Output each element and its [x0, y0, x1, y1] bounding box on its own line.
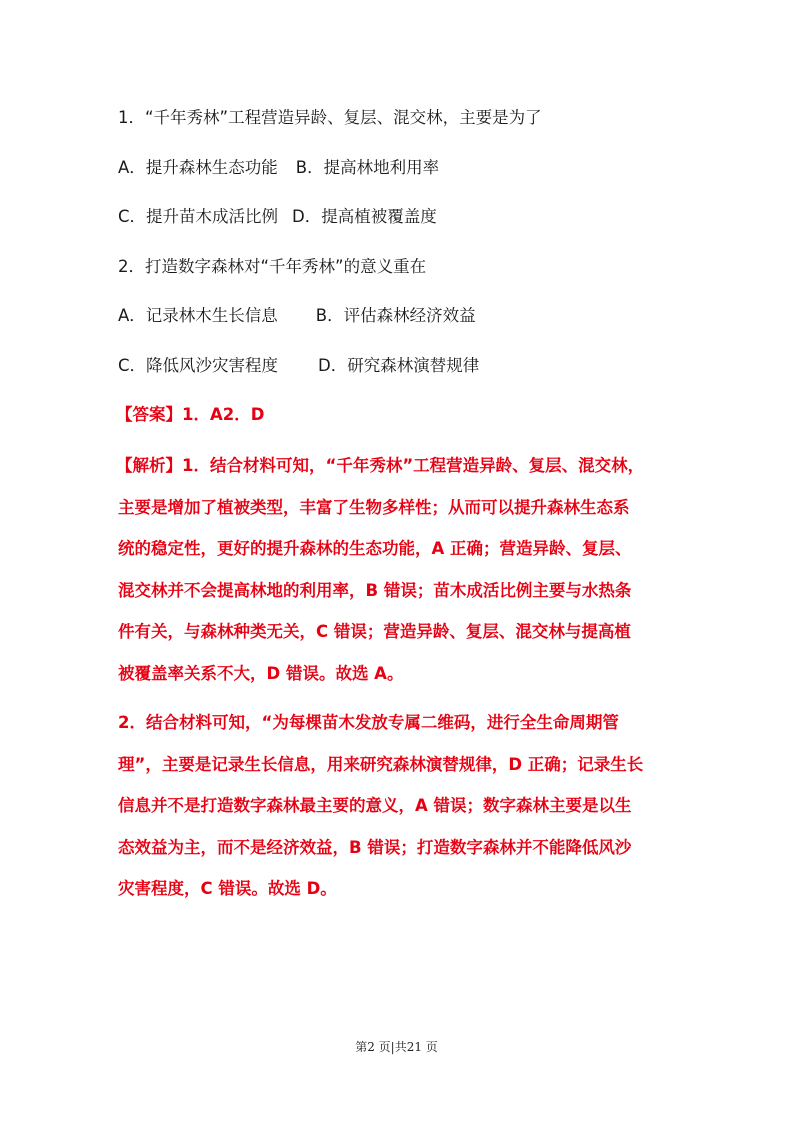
analysis-1-line: 主要是增加了植被类型，丰富了生物多样性；从而可以提升森林生态系 — [118, 498, 630, 517]
analysis-2-line: 2．结合材料可知，“为每棵苗木发放专属二维码，进行全生命周期管 — [118, 713, 619, 732]
question-2-stem: 2．打造数字森林对“千年秀林”的意义重在 — [118, 257, 427, 276]
question-2-option-a: A．记录林木生长信息 — [118, 306, 278, 325]
question-1-stem: 1．“千年秀林”工程营造异龄、复层、混交林，主要是为了 — [118, 108, 542, 127]
question-1-option-c: C．提升苗木成活比例 — [118, 207, 279, 226]
question-2-option-b: B．评估森林经济效益 — [315, 306, 476, 325]
analysis-2-line: 信息并不是打造数字森林最主要的意义，A 错误；数字森林主要是以生 — [118, 796, 632, 815]
analysis-1-line: 件有关，与森林种类无关，C 错误；营造异龄、复层、混交林与提高植 — [118, 622, 631, 641]
question-1-options-row-2 — [118, 206, 437, 228]
question-1-option-a: A．提升森林生态功能 — [118, 158, 278, 177]
question-1-option-d: D．提高植被覆盖度 — [292, 207, 437, 226]
question-2-option-d: D．研究森林演替规律 — [318, 356, 480, 375]
question-2-options-row-1 — [118, 305, 476, 327]
question-2-option-c: C．降低风沙灾害程度 — [118, 356, 279, 375]
analysis-1-line: 【解析】1．结合材料可知，“千年秀林”工程营造异龄、复层、混交林， — [116, 456, 645, 475]
analysis-1-line: 统的稳定性，更好的提升森林的生态功能，A 正确；营造异龄、复层、 — [118, 539, 632, 558]
question-1-options-row-1 — [118, 157, 439, 179]
question-1-option-b: B．提高林地利用率 — [295, 158, 440, 177]
analysis-2-line: 态效益为主，而不是经济效益，B 错误；打造数字森林并不能降低风沙 — [118, 838, 632, 857]
analysis-1-line: 混交林并不会提高林地的利用率，B 错误；苗木成活比例主要与水热条 — [118, 581, 632, 600]
analysis-2-line: 理”，主要是记录生长信息，用来研究森林演替规律，D 正确；记录生长 — [118, 755, 644, 774]
question-2-options-row-2 — [118, 355, 479, 377]
analysis-2-line: 灾害程度，C 错误。故选 D。 — [118, 879, 337, 898]
page-footer: 第2 页|共21 页 — [355, 1040, 438, 1054]
answer-line: 【答案】1．A2．D — [116, 405, 265, 424]
analysis-1-line: 被覆盖率关系不大，D 错误。故选 A。 — [118, 664, 404, 683]
